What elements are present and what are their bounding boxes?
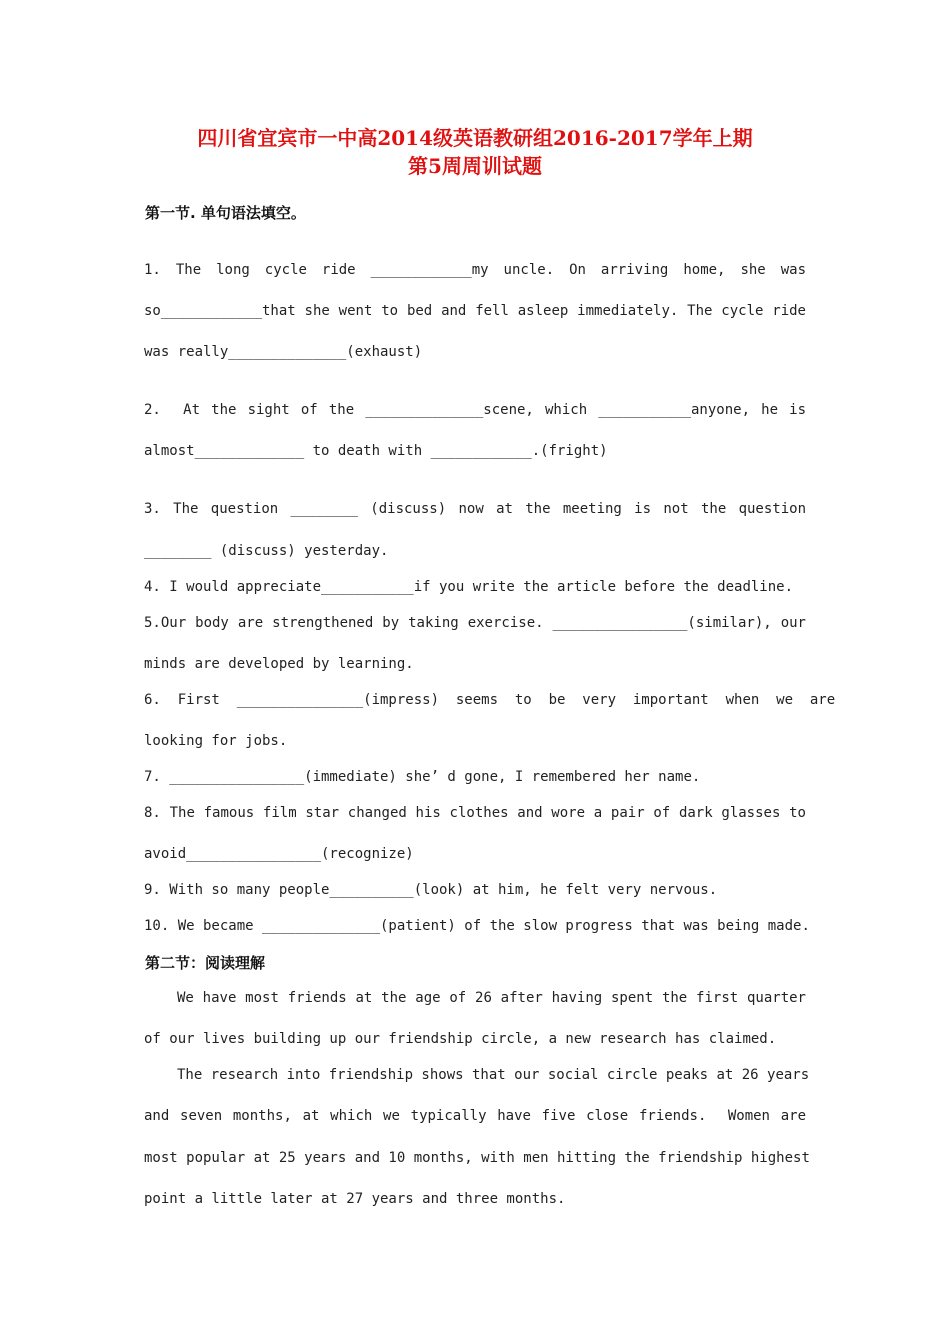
passage-paragraph-2-line-2: and seven months, at which we typically have five close friends. Women are — [144, 1108, 806, 1124]
question-10: 10. We became ______________(patient) of the slow progress that was being made. — [144, 918, 810, 934]
question-3-line-2: ________ (discuss) yesterday. — [144, 543, 389, 559]
question-4: 4. I would appreciate___________if you write the article before the deadline. — [144, 579, 794, 595]
section-2-heading: 第二节：阅读理解 — [145, 954, 266, 972]
question-1-line-3: was really______________(exhaust) — [144, 344, 423, 360]
question-1-line-2: so____________that she went to bed and fell asleep immediately. The cycle ride — [144, 303, 806, 319]
document-title-line-2: 第5周周训试题 — [408, 154, 542, 178]
document-title-line-1: 四川省宜宾市一中高2014级英语教研组2016-2017学年上期 — [197, 126, 753, 150]
question-8-line-1: 8. The famous film star changed his clothes and wore a pair of dark glasses to — [144, 805, 806, 821]
question-5-line-2: minds are developed by learning. — [144, 656, 414, 672]
question-9: 9. With so many people__________(look) at him, he felt very nervous. — [144, 882, 718, 898]
passage-paragraph-1-line-2: of our lives building up our friendship circle, a new research has claimed. — [144, 1031, 777, 1047]
passage-paragraph-2-line-1: The research into friendship shows that our social circle peaks at 26 years — [177, 1067, 810, 1083]
question-7: 7. ________________(immediate) she’ d gone, I remembered her name. — [144, 769, 701, 785]
question-2-line-1: 2. At the sight of the ______________scene, which ___________anyone, he is — [144, 402, 806, 418]
question-6-line-2: looking for jobs. — [144, 733, 288, 749]
passage-paragraph-2-line-3: most popular at 25 years and 10 months, with men hitting the friendship highest — [144, 1150, 810, 1166]
question-5-line-1: 5.Our body are strengthened by taking exercise. ________________(similar), our — [144, 615, 806, 631]
passage-paragraph-2-line-4: point a little later at 27 years and three months. — [144, 1191, 566, 1207]
question-8-line-2: avoid________________(recognize) — [144, 846, 414, 862]
question-2-line-2: almost_____________ to death with ____________.(fright) — [144, 443, 608, 459]
question-6-line-1: 6. First _______________(impress) seems to be very important when we are — [144, 692, 836, 708]
section-1-heading: 第一节. 单句语法填空。 — [145, 204, 306, 222]
question-1-line-1: 1. The long cycle ride ____________my uncle. On arriving home, she was — [144, 262, 806, 278]
passage-paragraph-1-line-1: We have most friends at the age of 26 after having spent the first quarter — [177, 990, 806, 1006]
question-3-line-1: 3. The question ________ (discuss) now at the meeting is not the question — [144, 501, 806, 517]
